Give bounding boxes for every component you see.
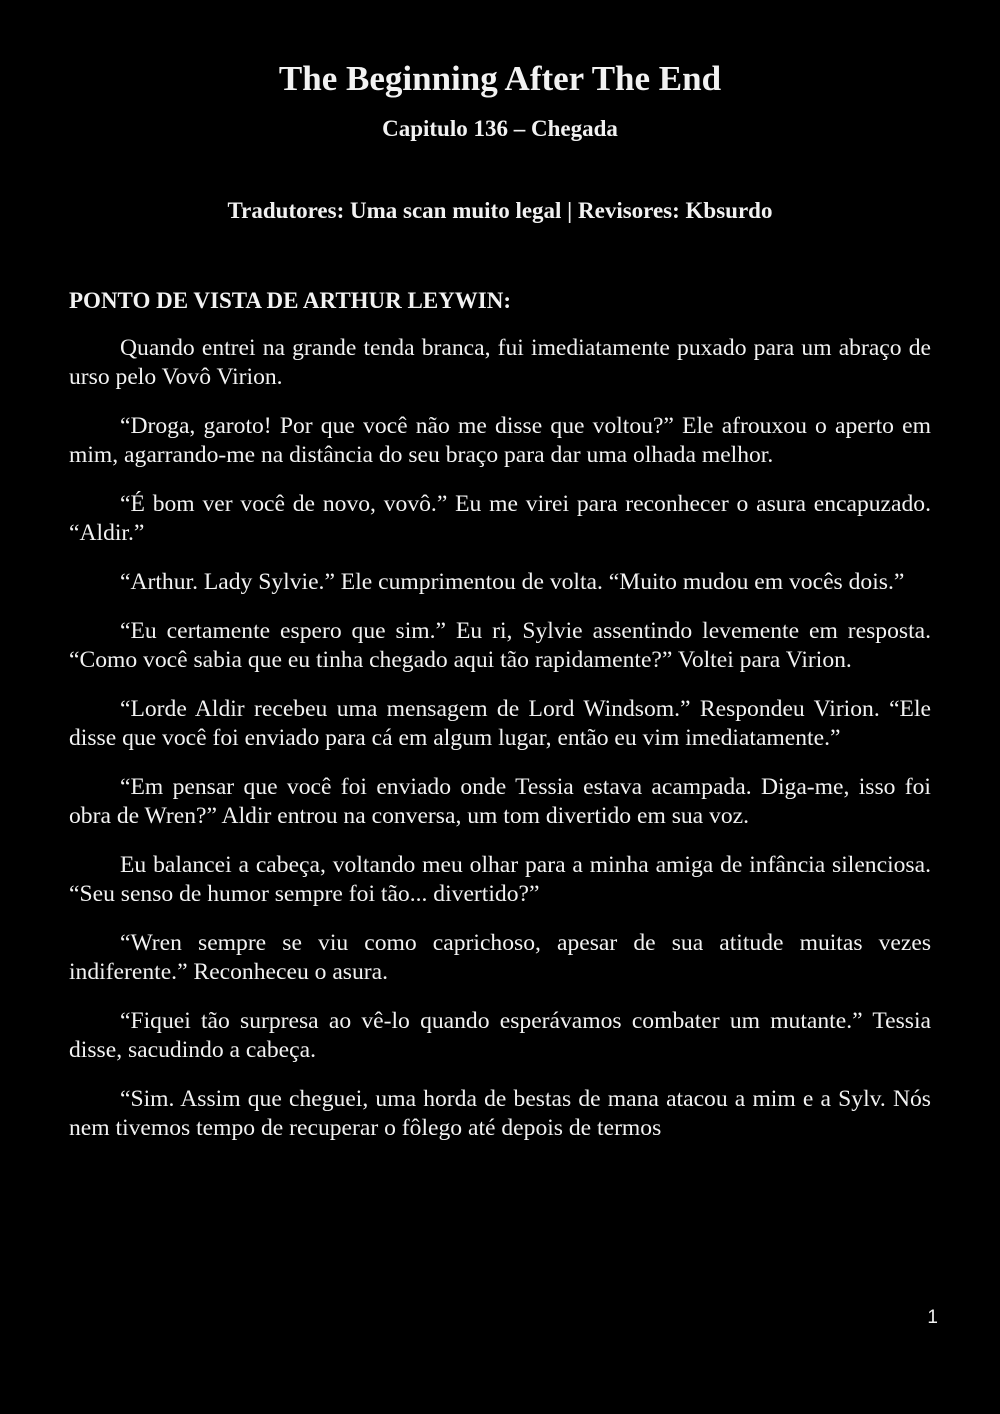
credits-line: Tradutores: Uma scan muito legal | Revisores: Kbsurdo	[227, 198, 773, 223]
paragraph: “Wren sempre se viu como caprichoso, apesar de sua atitude muitas vezes indiferente.” Reconheceu o asura.	[69, 930, 931, 985]
paragraph: “É bom ver você de novo, vovô.” Eu me virei para reconhecer o asura encapuzado. “Aldir.”	[69, 491, 931, 546]
chapter-body	[69, 334, 931, 1163]
book-title: The Beginning After The End	[278, 59, 722, 98]
pov-heading: PONTO DE VISTA DE ARTHUR LEYWIN:	[69, 288, 512, 313]
paragraph: Eu balancei a cabeça, voltando meu olhar para a minha amiga de infância silenciosa. “Seu senso de humor sempre foi tão... divertido?”	[69, 852, 931, 907]
paragraph: “Sim. Assim que cheguei, uma horda de bestas de mana atacou a mim e a Sylv. Nós nem tivemos tempo de recuperar o fôlego até depois de termos	[69, 1086, 931, 1141]
paragraph: Quando entrei na grande tenda branca, fui imediatamente puxado para um abraço de urso pelo Vovô Virion.	[69, 335, 931, 390]
paragraph: “Droga, garoto! Por que você não me disse que voltou?” Ele afrouxou o aperto em mim, agarrando-me na distância do seu braço para dar uma olhada melhor.	[69, 413, 931, 468]
chapter-title: Capitulo 136 – Chegada	[382, 116, 618, 141]
paragraph: “Arthur. Lady Sylvie.” Ele cumprimentou de volta. “Muito mudou em vocês dois.”	[120, 569, 905, 595]
paragraph: “Lorde Aldir recebeu uma mensagem de Lord Windsom.” Respondeu Virion. “Ele disse que você foi enviado para cá em algum lugar, então eu vim imediatamente.”	[69, 696, 931, 751]
paragraph: “Em pensar que você foi enviado onde Tessia estava acampada. Diga-me, isso foi obra de Wren?” Aldir entrou na conversa, um tom divertido em sua voz.	[69, 774, 931, 829]
paragraph: “Eu certamente espero que sim.” Eu ri, Sylvie assentindo levemente em resposta. “Como você sabia que eu tinha chegado aqui tão rapidamente?” Voltei para Virion.	[69, 618, 931, 673]
paragraph: “Fiquei tão surpresa ao vê-lo quando esperávamos combater um mutante.” Tessia disse, sacudindo a cabeça.	[69, 1008, 931, 1063]
page-number: 1	[927, 1307, 938, 1328]
